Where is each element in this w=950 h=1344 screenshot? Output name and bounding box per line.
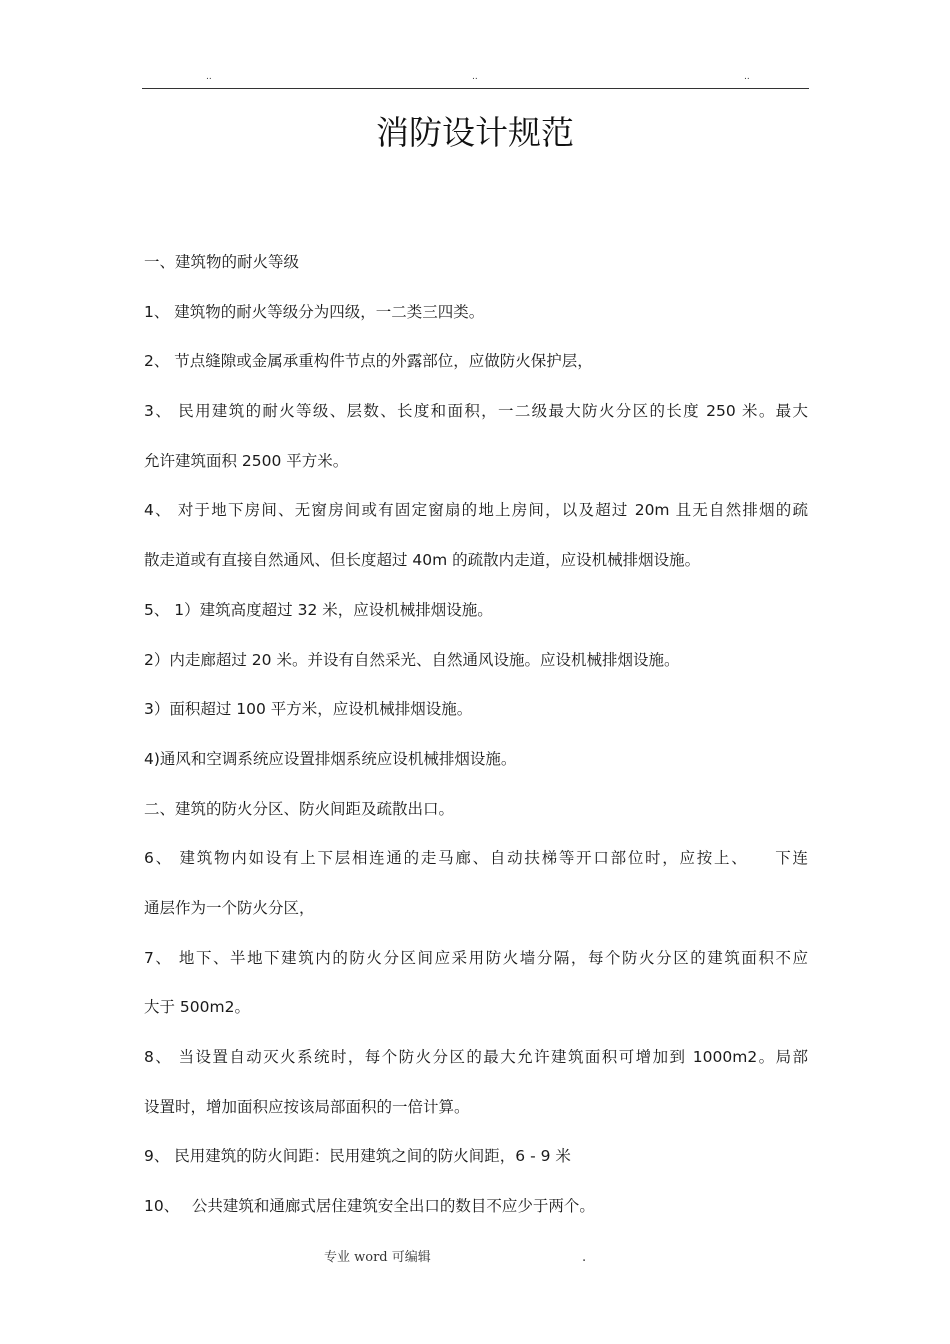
header-mark-center: .. — [472, 72, 478, 82]
clause-7-line-1: 7、 地下、半地下建筑内的防火分区间应采用防火墙分隔，每个防火分区的建筑面积不应 — [144, 948, 808, 967]
section-heading-2: 二、建筑的防火分区、防火间距及疏散出口。 — [144, 799, 455, 818]
footer-left-text: 专业 word 可编辑 — [324, 1250, 431, 1265]
clause-2: 2、 节点缝隙或金属承重构件节点的外露部位，应做防火保护层， — [144, 352, 593, 371]
clause-5-item-1: 5、 1）建筑高度超过 32 米，应设机械排烟设施。 — [144, 600, 493, 619]
clause-6-line-1: 6、 建筑物内如设有上下层相连通的走马廊、自动扶梯等开口部位时，应按上、 下连 — [144, 849, 808, 868]
clause-5-item-3: 3）面积超过 100 平方米，应设机械排烟设施。 — [144, 700, 473, 719]
clause-8-line-2: 设置时，增加面积应按该局部面积的一倍计算。 — [144, 1097, 470, 1116]
clause-4-line-1: 4、 对于地下房间、无窗房间或有固定窗扇的地上房间，以及超过 20m 且无自然排烟的疏 — [144, 501, 808, 520]
document-body — [144, 238, 808, 1232]
document-title: 消防设计规范 — [376, 113, 574, 152]
clause-5-item-2: 2）内走廊超过 20 米。并设有自然采光、自然通风设施。应设机械排烟设施。 — [144, 650, 680, 669]
clause-5-item-4: 4)通风和空调系统应设置排烟系统应设机械排烟设施。 — [144, 749, 517, 768]
clause-3-line-1: 3、 民用建筑的耐火等级、层数、长度和面积，一二级最大防火分区的长度 250 米。最大 — [144, 402, 808, 421]
header-mark-left: .. — [206, 72, 212, 82]
section-heading-1: 一、建筑物的耐火等级 — [144, 253, 300, 271]
clause-7-line-2: 大于 500m2。 — [144, 998, 250, 1017]
clause-9: 9、 民用建筑的防火间距：民用建筑之间的防火间距，6 - 9 米 — [144, 1147, 571, 1166]
clause-6-line-2: 通层作为一个防火分区， — [144, 898, 315, 917]
clause-4-line-2: 散走道或有直接自然通风、但长度超过 40m 的疏散内走道，应设机械排烟设施。 — [144, 551, 701, 570]
clause-3-line-2: 允许建筑面积 2500 平方米。 — [144, 451, 349, 470]
header-mark-right: .. — [744, 72, 750, 82]
clause-1: 1、 建筑物的耐火等级分为四级，一二类三四类。 — [144, 302, 485, 321]
clause-10: 10、 公共建筑和通廊式居住建筑安全出口的数目不应少于两个。 — [144, 1197, 595, 1216]
clause-8-line-1: 8、 当设置自动灭火系统时，每个防火分区的最大允许建筑面积可增加到 1000m2。局部 — [144, 1048, 808, 1066]
page-header — [142, 72, 809, 89]
footer-right-mark: . — [582, 1250, 587, 1265]
